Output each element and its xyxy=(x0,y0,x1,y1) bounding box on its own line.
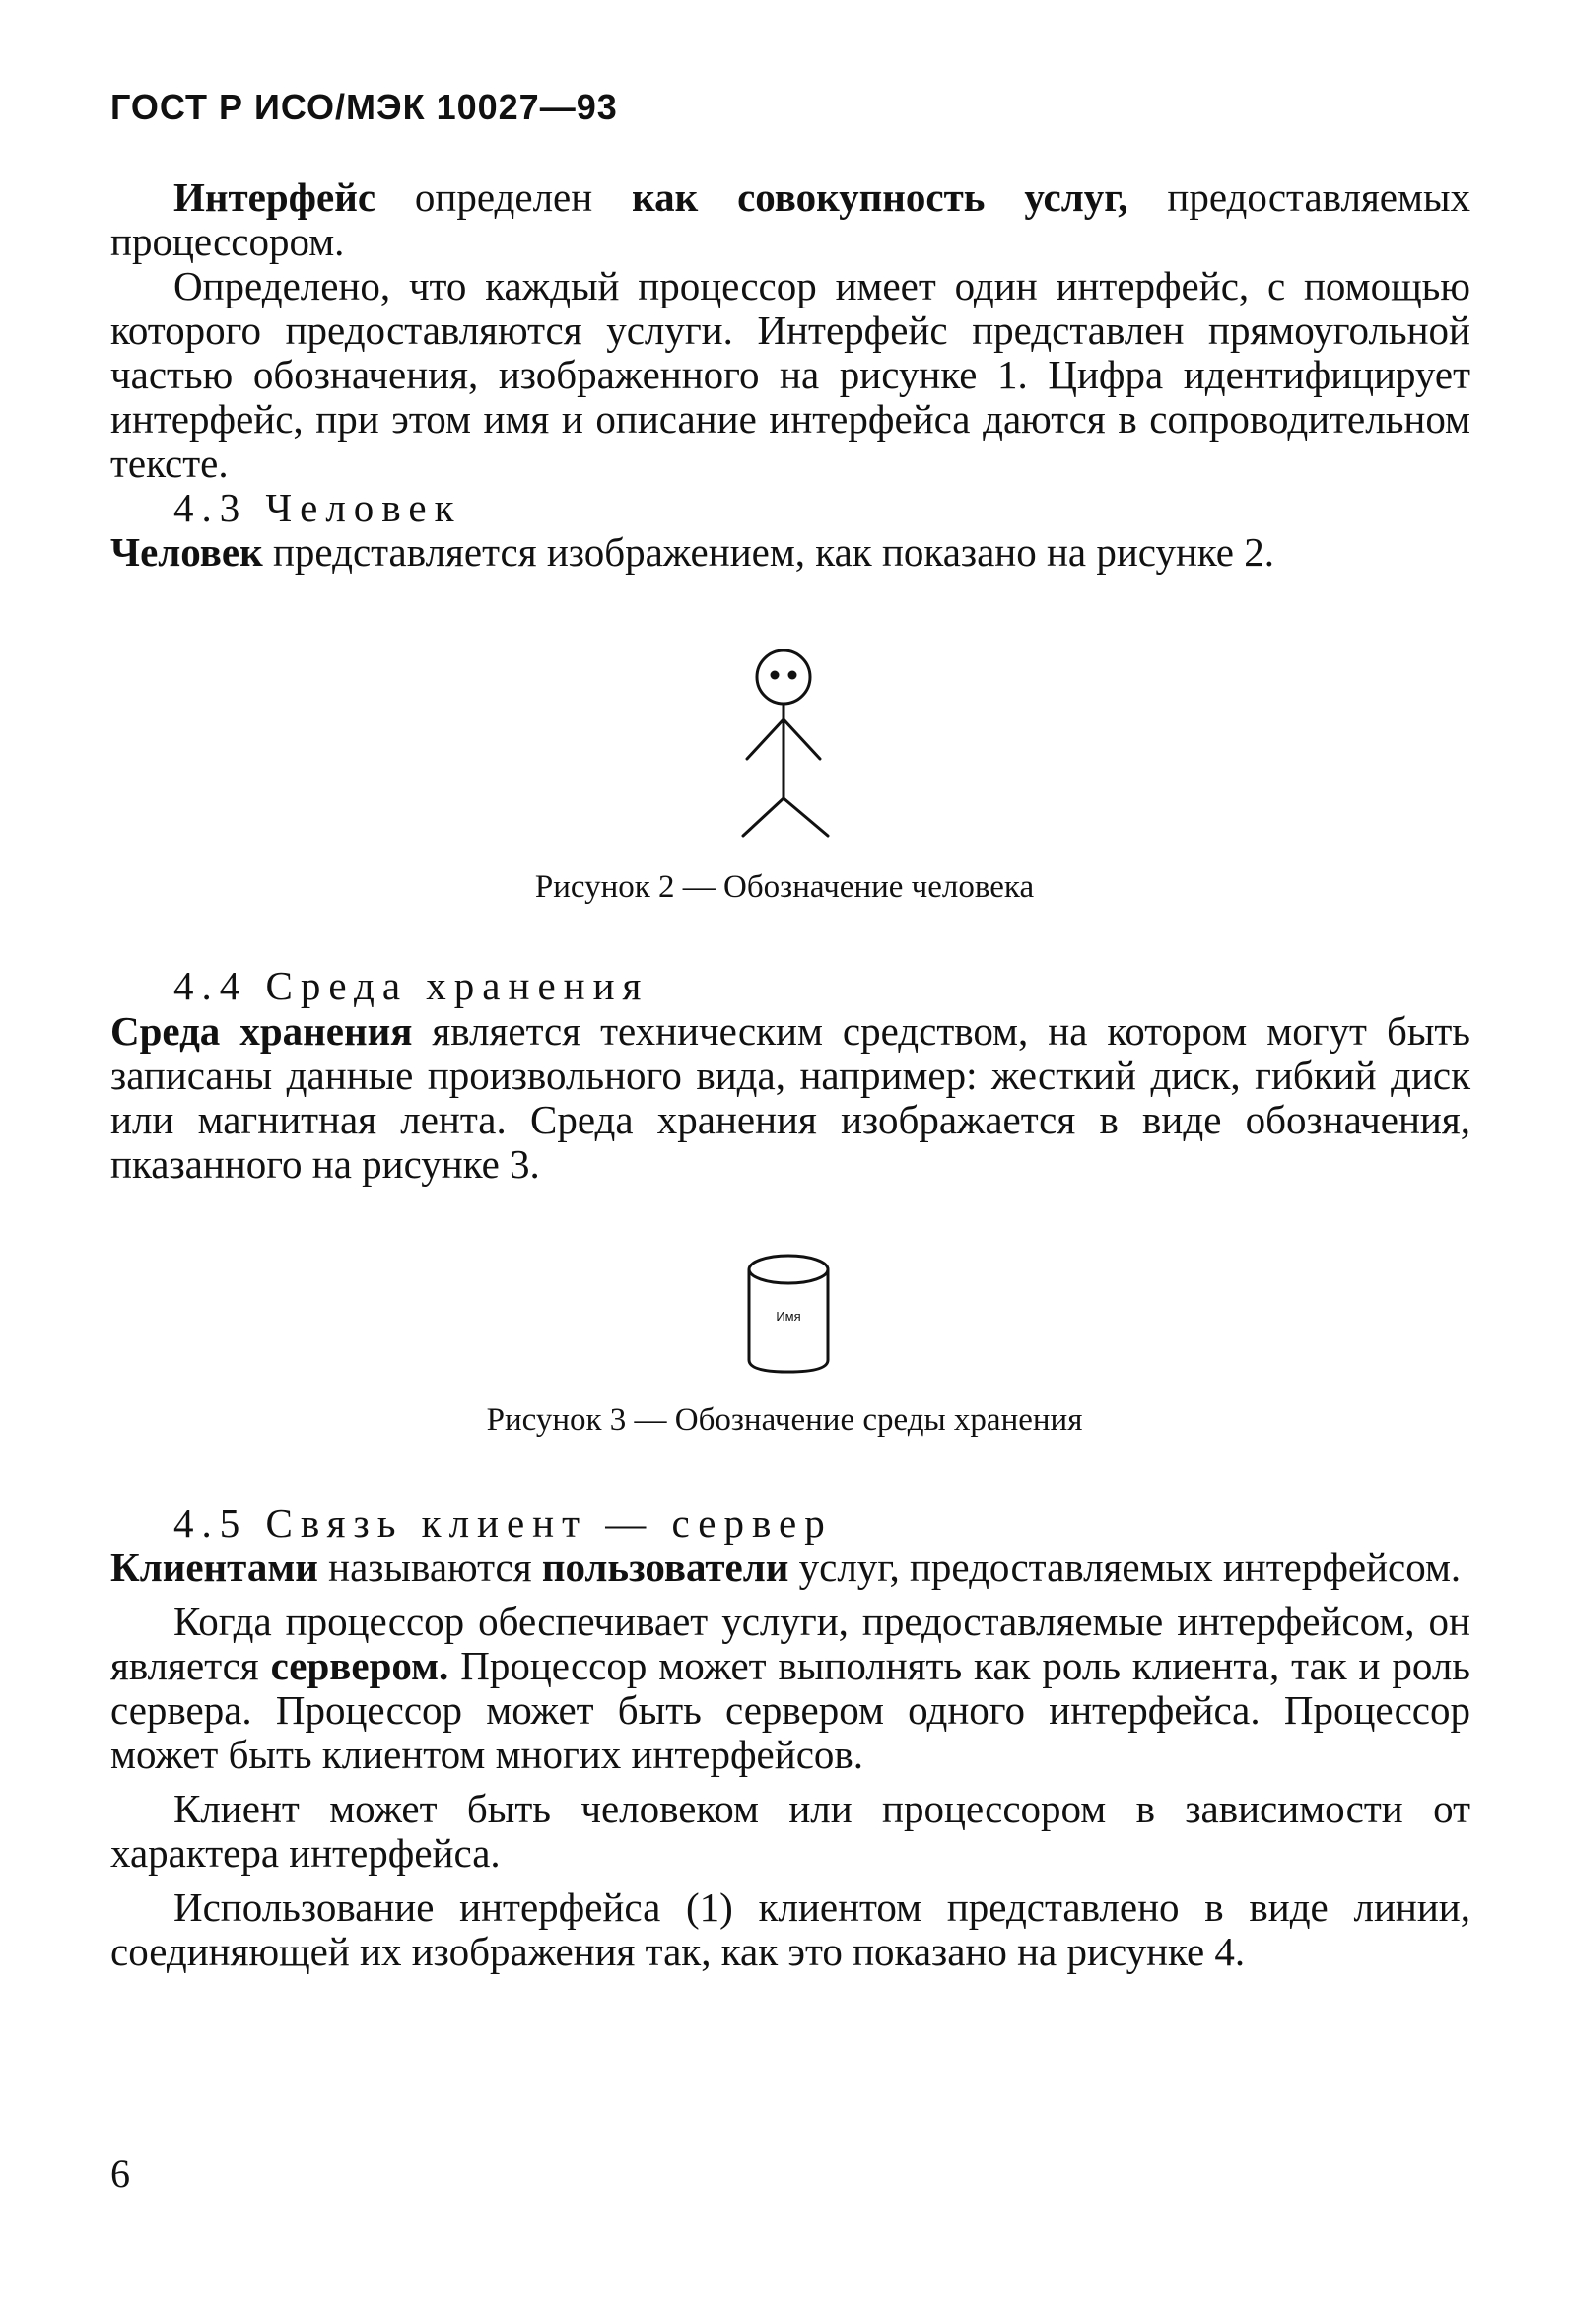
storage-figure xyxy=(743,1248,834,1378)
term-interface: Интерфейс xyxy=(173,174,376,220)
text-span: Когда процессор обеспечивает услуги, предоставляемые интерфейсом, он является xyxy=(110,1599,1470,1688)
paragraph-person xyxy=(110,530,1470,575)
term-server: сервером. xyxy=(270,1643,449,1688)
term-clients: Клиентами xyxy=(110,1544,318,1590)
text-span: является техническим средством, на котором могут быть записаны данные произвольного вида, например: жесткий диск, гибкий диск или магнитная лента. Среда хранения изображается в виде обозначения, пказанного на рисунке 3. xyxy=(110,1008,1470,1187)
figure-2-caption: Рисунок 2 — Обозначение человека xyxy=(534,869,1035,905)
paragraph-client-type: Клиент может быть человеком или процессором в зависимости от характера интерфейса. xyxy=(110,1786,1470,1876)
paragraph-storage-medium xyxy=(110,1009,1470,1187)
text-span: предоставляемых процессором. xyxy=(110,174,1470,264)
section-title-4-3: 4.3 Человек xyxy=(173,485,462,530)
text-span: услуг, предоставляемых интерфейсом. xyxy=(788,1544,1462,1590)
paragraph-interface-definition xyxy=(110,175,1470,264)
person-head xyxy=(757,650,810,704)
text-span: называются xyxy=(317,1544,542,1590)
person-leg-right xyxy=(784,798,828,836)
person-eye-left xyxy=(771,671,780,680)
term-as-set: как совокупность xyxy=(632,174,986,220)
section-4-4-body xyxy=(110,1009,1470,1187)
text-span: представляется изображением, как показано на рисунке 2. xyxy=(262,529,1274,575)
storage-label: Имя xyxy=(776,1309,801,1324)
term-users: пользователи xyxy=(541,1544,789,1590)
paragraph-interface-description: Определено, что каждый процессор имеет один интерфейс, с помощью которого предоставляются услуги. Интерфейс представлен прямоугольной частью обозначения, изображенного на рисунке 1. Цифра идентифицирует интерфейс, при этом имя и описание интерфейса даются в сопроводительном тексте. xyxy=(110,263,1470,486)
text-span: Процессор может выполнять как роль клиента, так и роль сервера. Процессор может быть сервером одного интерфейса. Процессор может быть клиентом многих интерфейсов. xyxy=(110,1643,1470,1777)
term-storage-medium: Среда хранения xyxy=(110,1008,413,1054)
paragraph-server xyxy=(110,1600,1470,1777)
paragraph-clients xyxy=(110,1545,1470,1590)
text-span xyxy=(985,174,1024,220)
section-4-5-body xyxy=(110,1545,1470,1974)
interface-definition-section xyxy=(110,175,1470,486)
running-header: ГОСТ Р ИСО/МЭК 10027—93 xyxy=(110,87,618,127)
person-arm-left xyxy=(747,719,784,759)
section-title-4-5: 4.5 Связь клиент — сервер xyxy=(173,1500,833,1545)
person-figure xyxy=(729,643,848,850)
person-arm-right xyxy=(784,719,820,759)
person-leg-left xyxy=(743,798,784,836)
figure-3-caption: Рисунок 3 — Обозначение среды хранения xyxy=(486,1402,1083,1438)
person-eye-right xyxy=(788,671,797,680)
text-span: определен xyxy=(375,174,633,220)
page-number: 6 xyxy=(110,2152,130,2196)
paragraph-interface-usage: Использование интерфейса (1) клиентом представлено в виде линии, соединяющей их изображения так, как это показано на рисунке 4. xyxy=(110,1884,1470,1974)
section-title-4-4: 4.4 Среда хранения xyxy=(173,963,649,1008)
section-4-3-body xyxy=(110,530,1470,575)
term-person: Человек xyxy=(110,529,263,575)
term-services: услуг, xyxy=(1024,174,1128,220)
person-symbol-icon xyxy=(743,650,828,836)
